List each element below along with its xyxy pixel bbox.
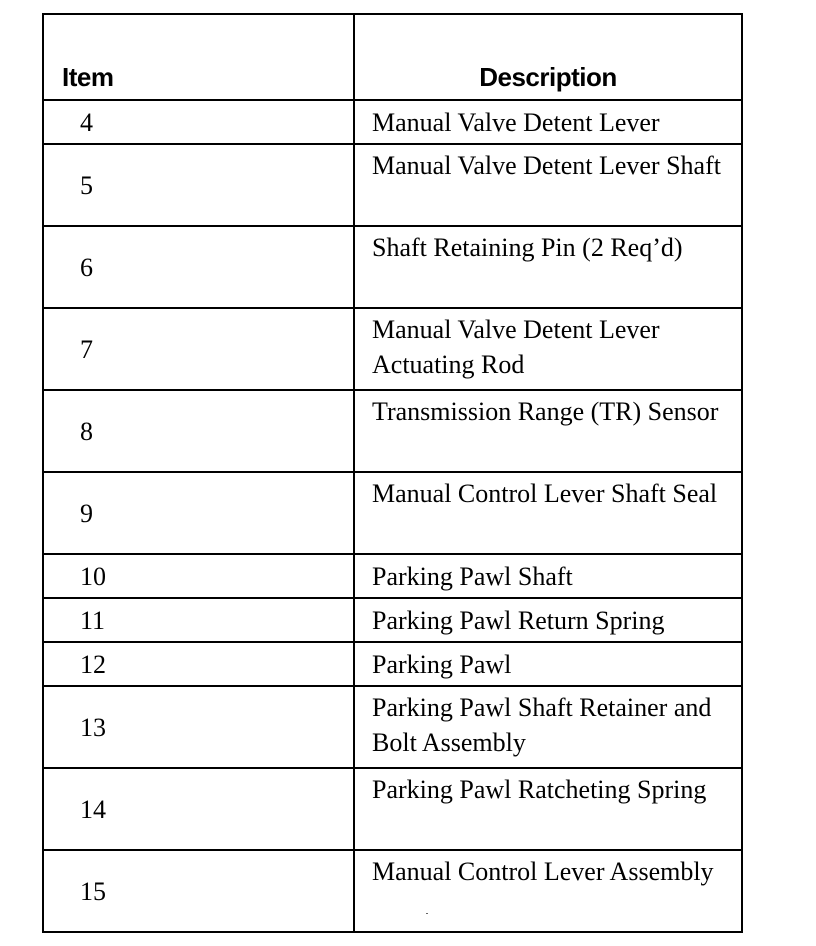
item-description: Parking Pawl Shaft (354, 554, 742, 598)
item-description: Manual Valve Detent Lever Shaft (354, 144, 742, 226)
item-description: Manual Control Lever Assembly (354, 850, 742, 932)
item-number: 15 (43, 850, 354, 932)
table-row (43, 768, 742, 850)
table-row (43, 390, 742, 472)
item-number: 7 (43, 308, 354, 390)
table-row (43, 686, 742, 768)
table-row (43, 226, 742, 308)
item-description: Manual Valve Detent Lever (354, 100, 742, 144)
description-column-header: Description (354, 14, 742, 100)
item-number: 4 (43, 100, 354, 144)
item-description: Parking Pawl Shaft Retainer and Bolt Assembly (354, 686, 742, 768)
item-number: 10 (43, 554, 354, 598)
parts-table (42, 13, 743, 933)
item-description: Manual Valve Detent Lever Actuating Rod (354, 308, 742, 390)
table-row (43, 850, 742, 932)
item-description: Shaft Retaining Pin (2 Req’d) (354, 226, 742, 308)
scan-speck (426, 913, 428, 914)
item-number: 12 (43, 642, 354, 686)
table-row (43, 100, 742, 144)
item-number: 8 (43, 390, 354, 472)
item-description: Manual Control Lever Shaft Seal (354, 472, 742, 554)
item-description: Parking Pawl (354, 642, 742, 686)
item-description: Transmission Range (TR) Sensor (354, 390, 742, 472)
item-number: 13 (43, 686, 354, 768)
item-description: Parking Pawl Return Spring (354, 598, 742, 642)
table-row (43, 308, 742, 390)
item-number: 11 (43, 598, 354, 642)
item-number: 6 (43, 226, 354, 308)
item-column-header: Item (43, 14, 354, 100)
item-description: Parking Pawl Ratcheting Spring (354, 768, 742, 850)
item-number: 9 (43, 472, 354, 554)
item-number: 5 (43, 144, 354, 226)
header-row (43, 14, 742, 100)
table-row (43, 144, 742, 226)
table-row (43, 554, 742, 598)
item-number: 14 (43, 768, 354, 850)
table-row (43, 642, 742, 686)
table-row (43, 472, 742, 554)
table-row (43, 598, 742, 642)
